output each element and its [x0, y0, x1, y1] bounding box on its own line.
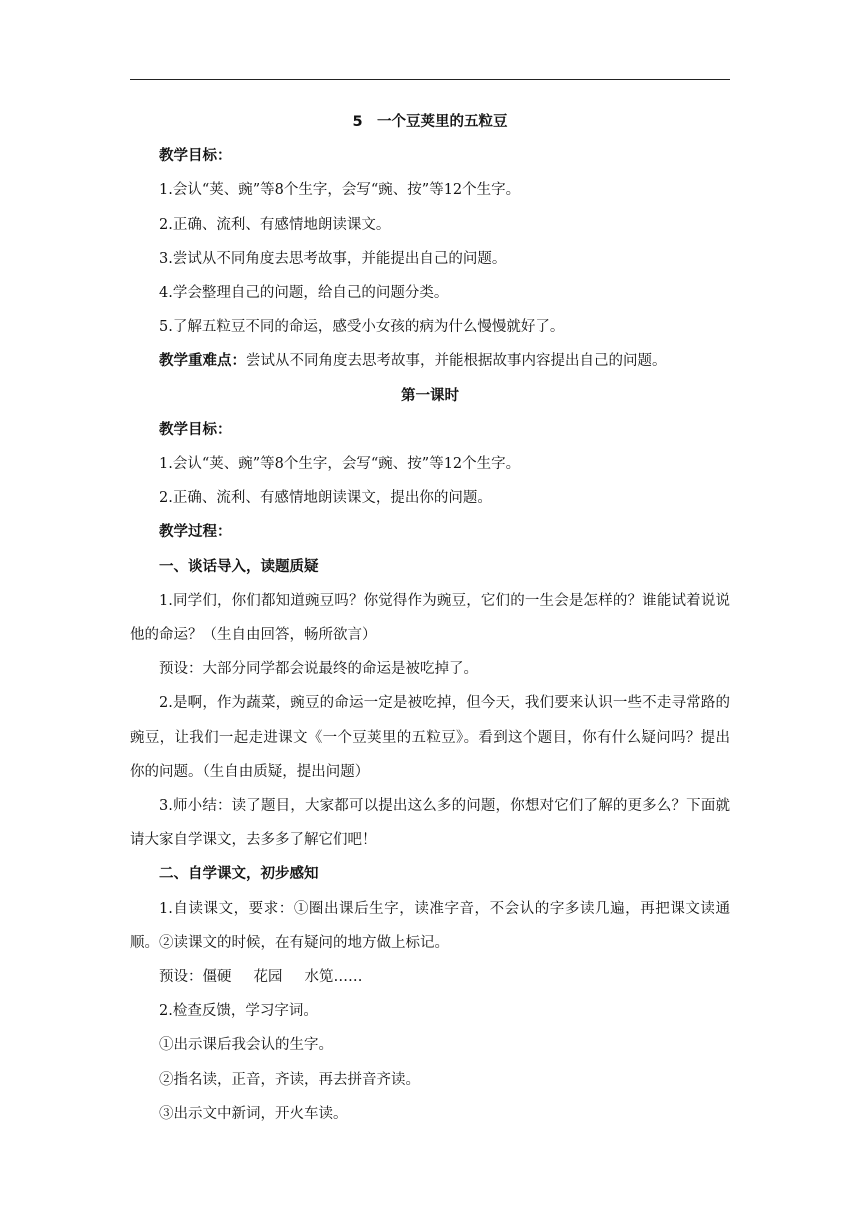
lesson1-heading: 第一课时 — [401, 387, 459, 404]
objective-item: 4.学会整理自己的问题，给自己的问题分类。 — [159, 285, 449, 302]
key-points-text: 尝试从不同角度去思考故事，并能根据故事内容提出自己的问题。 — [246, 353, 667, 370]
objectives-heading: 教学目标： — [159, 148, 232, 165]
lesson1-objective-item: 2.正确、流利、有感情地朗读课文，提出你的问题。 — [159, 490, 492, 507]
section1-paragraph: 1.同学们，你们都知道豌豆吗？你觉得作为豌豆，它们的一生会是怎样的？谁能试着说说他的命运？（生自由回答，畅所欲言） — [130, 592, 730, 644]
key-points-label: 教学重难点： — [159, 353, 246, 370]
section1-paragraph: 2.是啊，作为蔬菜，豌豆的命运一定是被吃掉，但今天，我们要来认识一些不走寻常路的豌豆，让我们一起走进课文《一个豆荚里的五粒豆》。看到这个题目，你有什么疑问吗？提出你的问题。（生自由质疑，提出问题） — [130, 695, 730, 780]
section2-paragraph: ②指名读，正音，齐读，再去拼音齐读。 — [159, 1071, 420, 1088]
section2-paragraph: 2.检查反馈，学习字词。 — [159, 1003, 318, 1020]
objective-item: 1.会认“荚、豌”等8个生字，会写“豌、按”等12个生字。 — [159, 182, 521, 199]
preview-word: 僵硬 — [202, 969, 232, 986]
lesson1-objective-item: 1.会认“荚、豌”等8个生字，会写“豌、按”等12个生字。 — [159, 456, 521, 473]
section2-heading: 二、自学课文，初步感知 — [159, 866, 319, 883]
section1-heading: 一、谈话导入，读题质疑 — [159, 558, 319, 575]
section2-paragraph: ①出示课后我会认的生字。 — [159, 1037, 333, 1054]
key-points — [130, 344, 730, 378]
preview-label: 预设： — [159, 969, 203, 986]
preview-words-line — [130, 960, 730, 994]
document-body — [130, 105, 730, 1131]
preview-word: 花园 — [253, 969, 283, 986]
objective-item: 5.了解五粒豆不同的命运，感受小女孩的病为什么慢慢就好了。 — [159, 319, 565, 336]
section2-paragraph: ③出示文中新词，开火车读。 — [159, 1105, 348, 1122]
lesson1-objectives-heading: 教学目标： — [159, 421, 232, 438]
process-heading: 教学过程： — [159, 524, 232, 541]
header-rule — [130, 79, 730, 80]
section1-paragraph: 预设：大部分同学都会说最终的命运是被吃掉了。 — [159, 661, 478, 678]
section1-paragraph: 3.师小结：读了题目，大家都可以提出这么多的问题，你想对它们了解的更多么？下面就请大家自学课文，去多多了解它们吧！ — [130, 798, 730, 849]
objective-item: 2.正确、流利、有感情地朗读课文。 — [159, 216, 391, 233]
objective-item: 3.尝试从不同角度去思考故事，并能提出自己的问题。 — [159, 250, 507, 267]
preview-word: 水笕…… — [304, 969, 363, 986]
lesson-title: 5 一个豆荚里的五粒豆 — [352, 114, 508, 130]
section2-paragraph: 1.自读课文，要求：①圈出课后生字，读准字音，不会认的字多读几遍，再把课文读通顺。②读课文的时候，在有疑问的地方做上标记。 — [130, 900, 730, 951]
